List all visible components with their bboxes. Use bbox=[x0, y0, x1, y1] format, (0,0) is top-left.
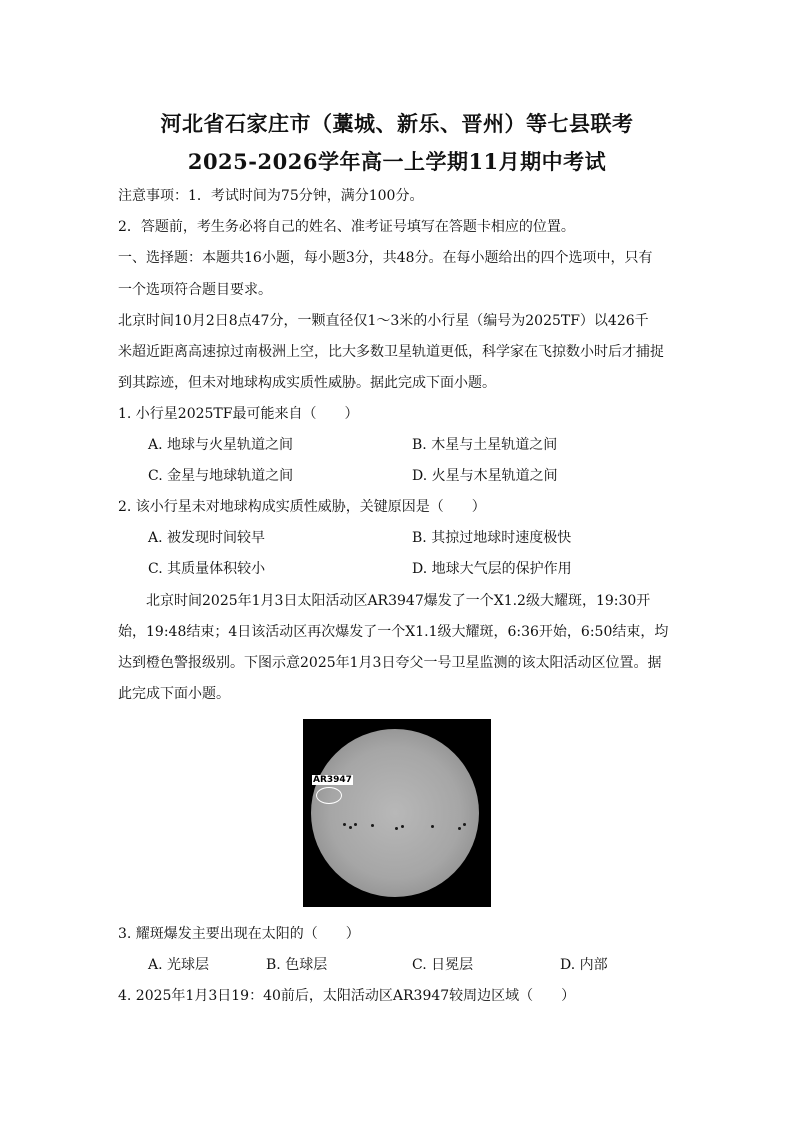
section-intro-line-2: 一个选项符合题目要求。 bbox=[118, 282, 272, 298]
title-line-1: 河北省石家庄市（藁城、新乐、晋州）等七县联考 bbox=[160, 111, 634, 136]
active-region-marker bbox=[316, 787, 342, 804]
sunspot bbox=[354, 823, 357, 826]
question-1-option-c: C. 金星与地球轨道之间 bbox=[148, 468, 294, 484]
passage2-line-4: 此完成下面小题。 bbox=[118, 686, 230, 702]
question-1-option-b: B. 木星与土星轨道之间 bbox=[412, 437, 558, 453]
sunspot bbox=[371, 824, 374, 827]
section-intro-line-1: 一、选择题：本题共16小题，每小题3分，共48分。在每小题给出的四个选项中，只有 bbox=[118, 250, 653, 266]
passage1-line-2: 米超近距离高速掠过南极洲上空，比大多数卫星轨道更低，科学家在飞掠数小时后才捕捉 bbox=[118, 344, 664, 360]
sunspot bbox=[343, 823, 346, 826]
question-2-option-d: D. 地球大气层的保护作用 bbox=[412, 561, 572, 577]
question-2-stem: 2. 该小行星未对地球构成实质性威胁，关键原因是（ ） bbox=[118, 499, 486, 515]
sunspot bbox=[401, 825, 404, 828]
question-3-stem: 3. 耀斑爆发主要出现在太阳的（ ） bbox=[118, 926, 360, 942]
question-3-option-a: A. 光球层 bbox=[148, 957, 210, 973]
passage2-line-3: 达到橙色警报级别。下图示意2025年1月3日夸父一号卫星监测的该太阳活动区位置。据 bbox=[118, 655, 662, 671]
question-1-option-d: D. 火星与木星轨道之间 bbox=[412, 468, 558, 484]
notes-line-1: 注意事项：1．考试时间为75分钟，满分100分。 bbox=[118, 188, 424, 204]
sunspot bbox=[395, 827, 398, 830]
question-3-option-d: D. 内部 bbox=[560, 957, 608, 973]
sunspot bbox=[458, 827, 461, 830]
sun-disk bbox=[311, 729, 479, 897]
question-1-stem: 1. 小行星2025TF最可能来自（ ） bbox=[118, 406, 359, 422]
question-2-option-a: A. 被发现时间较早 bbox=[148, 530, 266, 546]
question-3-option-b: B. 色球层 bbox=[266, 957, 328, 973]
question-4-stem: 4. 2025年1月3日19：40前后，太阳活动区AR3947较周边区域（ ） bbox=[118, 988, 576, 1004]
passage1-line-3: 到其踪迹，但未对地球构成实质性威胁。据此完成下面小题。 bbox=[118, 375, 496, 391]
passage1-line-1: 北京时间10月2日8点47分，一颗直径仅1～3米的小行星（编号为2025TF）以426千 bbox=[118, 313, 649, 329]
sun-image-figure bbox=[303, 719, 491, 907]
sunspot bbox=[431, 825, 434, 828]
sunspot bbox=[463, 823, 466, 826]
notes-line-2: 2．答题前，考生务必将自己的姓名、准考证号填写在答题卡相应的位置。 bbox=[118, 219, 575, 235]
passage2-line-1: 北京时间2025年1月3日太阳活动区AR3947爆发了一个X1.2级大耀斑，19:30开 bbox=[118, 593, 651, 609]
question-3-option-c: C. 日冕层 bbox=[412, 957, 474, 973]
sunspot bbox=[349, 826, 352, 829]
question-2-option-b: B. 其掠过地球时速度极快 bbox=[412, 530, 572, 546]
question-2-option-c: C. 其质量体积较小 bbox=[148, 561, 266, 577]
active-region-label: AR3947 bbox=[313, 775, 352, 785]
title-line-2: 2025-2026学年高一上学期11月期中考试 bbox=[187, 149, 607, 174]
question-1-option-a: A. 地球与火星轨道之间 bbox=[148, 437, 294, 453]
passage2-line-2: 始，19:48结束；4日该活动区再次爆发了一个X1.1级大耀斑，6:36开始，6:50结束，均 bbox=[118, 624, 669, 640]
